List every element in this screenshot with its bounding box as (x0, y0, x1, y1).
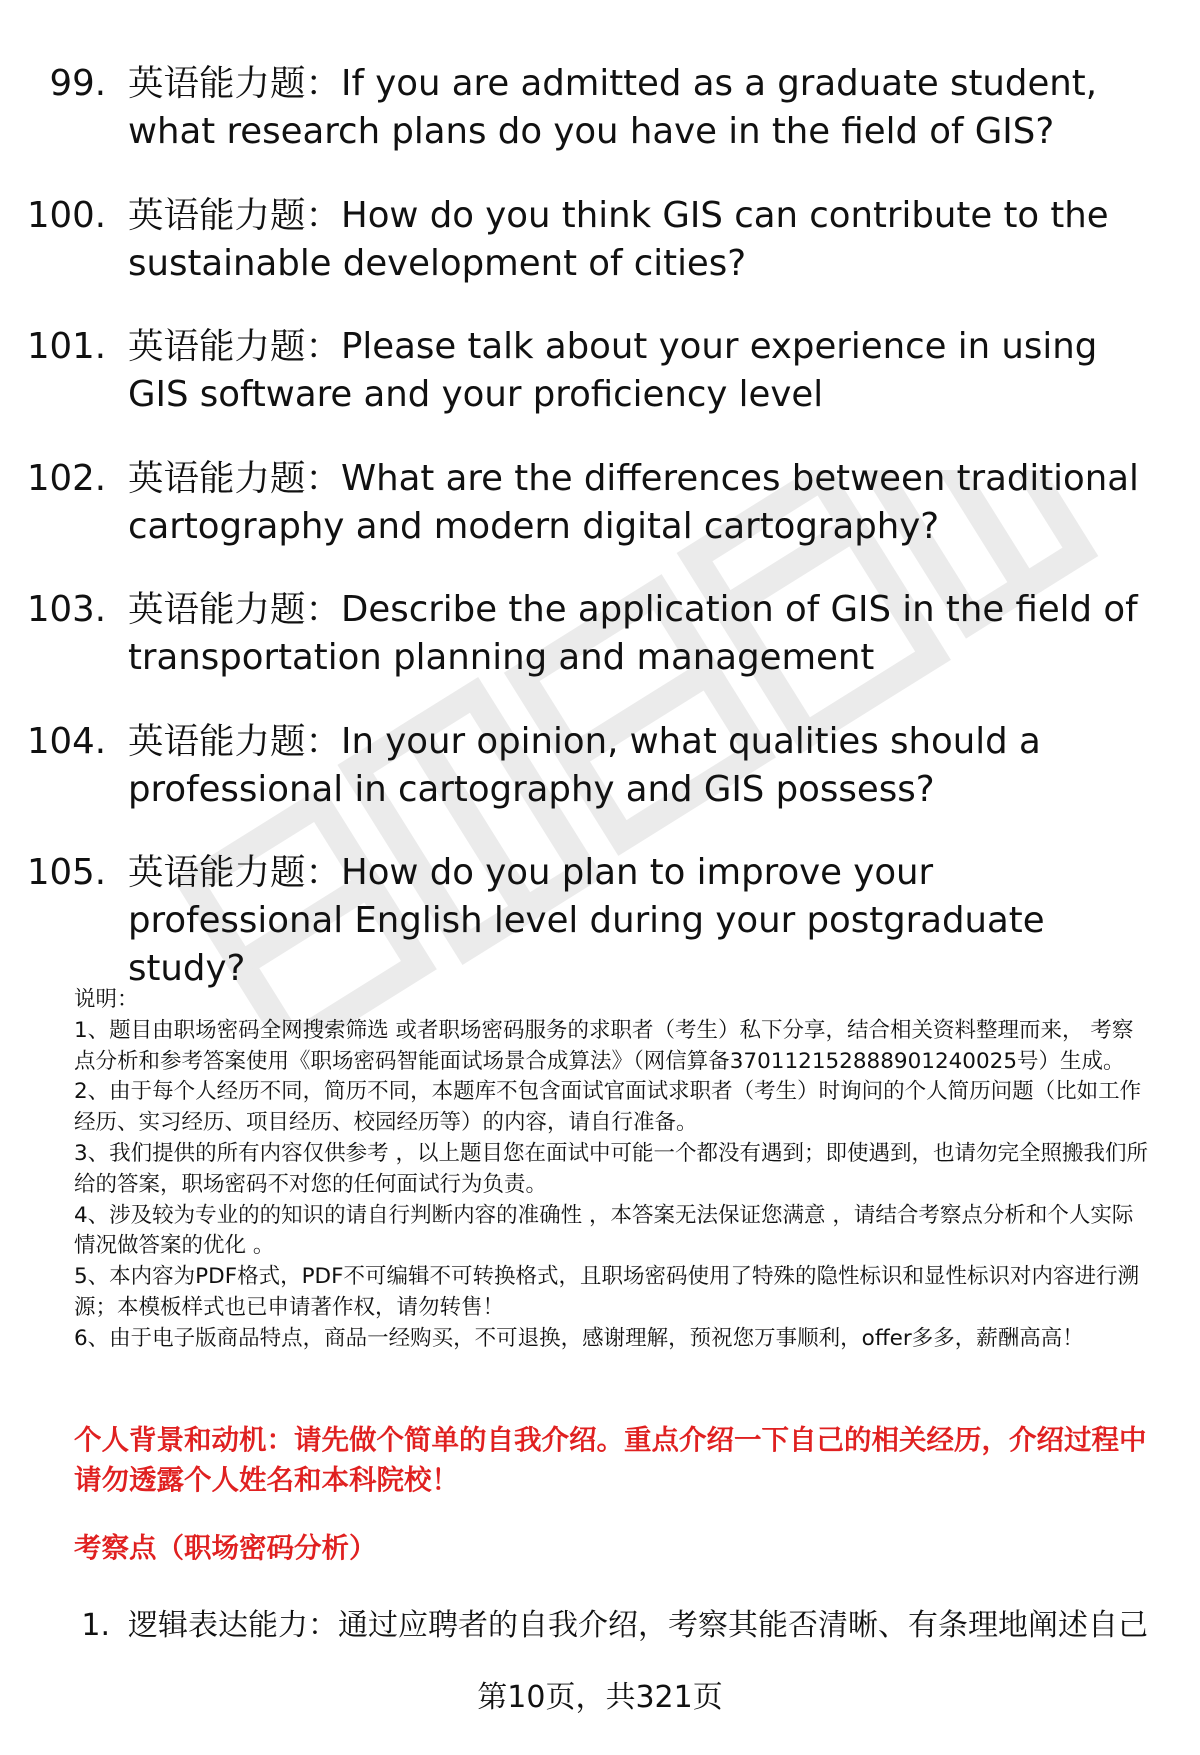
question-item (0, 321, 1200, 453)
question-label: 英语能力题： (128, 720, 342, 762)
note-item: 2、由于每个人经历不同，简历不同，本题库不包含面试官面试求职者（考生）时询问的个人简历问题（比如工作经历、实习经历、项目经历、校园经历等）的内容，请自行准备。 (74, 1079, 1142, 1136)
point-number: 1. (81, 1608, 110, 1643)
notes-block (74, 985, 1154, 1355)
question-text: Please talk about your experience in using GIS software and your proficiency level (128, 326, 1098, 415)
question-label: 英语能力题： (128, 589, 342, 630)
question-number: 99. (49, 63, 106, 104)
note-item: 4、涉及较为专业的的知识的请自行判断内容的准确性 ，本答案无法保证您满意 ，请结合考察点分析和个人实际情况做答案的优化 。 (74, 1202, 1134, 1259)
question-item (0, 716, 1200, 848)
note-item: 1、题目由职场密码全网搜索筛选 或者职场密码服务的求职者（考生）私下分享，结合相关资料整理而来， 考察点分析和参考答案使用《职场密码智能面试场景合成算法》（网信算备370112152888901240025号）生成。 (74, 1017, 1134, 1074)
note-item: 6、由于电子版商品特点，商品一经购买，不可退换，感谢理解，预祝您万事顺利，offer多多，薪酬高高！ (74, 1325, 1084, 1351)
question-text: Describe the application of GIS in the field of transportation planning and management (128, 589, 1138, 678)
notes-heading: 说明： (74, 987, 139, 1012)
question-number: 105. (26, 852, 106, 893)
question-text: In your opinion, what qualities should a professional in cartography and GIS possess? (128, 720, 1041, 810)
question-label: 英语能力题： (128, 326, 342, 367)
question-text: How do you plan to improve your professional English level during your postgraduate study? (128, 852, 1045, 989)
note-item: 3、我们提供的所有内容仅供参考 ，以上题目您在面试中可能一个都没有遇到；即使遇到，也请勿完全照搬我们所给的答案，职场密码不对您的任何面试行为负责。 (74, 1140, 1149, 1197)
question-text: What are the differences between traditional cartography and modern digital cartography? (128, 457, 1139, 547)
question-text: If you are admitted as a graduate student, what research plans do you have in the field of GIS? (128, 63, 1097, 152)
question-list (0, 58, 1200, 989)
question-item (0, 453, 1200, 585)
question-number: 101. (26, 326, 106, 367)
note-item: 5、本内容为PDF格式，PDF不可编辑不可转换格式，且职场密码使用了特殊的隐性标识和显性标识对内容进行溯源；本模板样式也已申请著作权，请勿转售！ (74, 1264, 1139, 1320)
point-text: 逻辑表达能力：通过应聘者的自我介绍，考察其能否清晰、有条理地阐述自己 (128, 1608, 1148, 1643)
question-label: 英语能力题： (128, 194, 342, 236)
question-label: 英语能力题： (128, 63, 342, 104)
section-heading: 考察点（职场密码分析） (74, 1532, 377, 1564)
question-text: How do you think GIS can contribute to the sustainable development of cities? (128, 194, 1109, 284)
question-number: 103. (26, 589, 106, 630)
page-footer: 第10页，共321页 (477, 1680, 723, 1715)
intro-question: 个人背景和动机：请先做个简单的自我介绍。重点介绍一下自己的相关经历，介绍过程中请勿透露个人姓名和本科院校！ (74, 1424, 1147, 1496)
question-item (0, 190, 1200, 322)
question-number: 100. (26, 194, 106, 236)
question-label: 英语能力题： (128, 852, 342, 893)
question-number: 104. (26, 720, 106, 762)
question-number: 102. (26, 457, 106, 499)
question-item (0, 584, 1200, 716)
question-item (0, 847, 1200, 989)
question-item (0, 58, 1200, 190)
question-label: 英语能力题： (128, 457, 342, 499)
